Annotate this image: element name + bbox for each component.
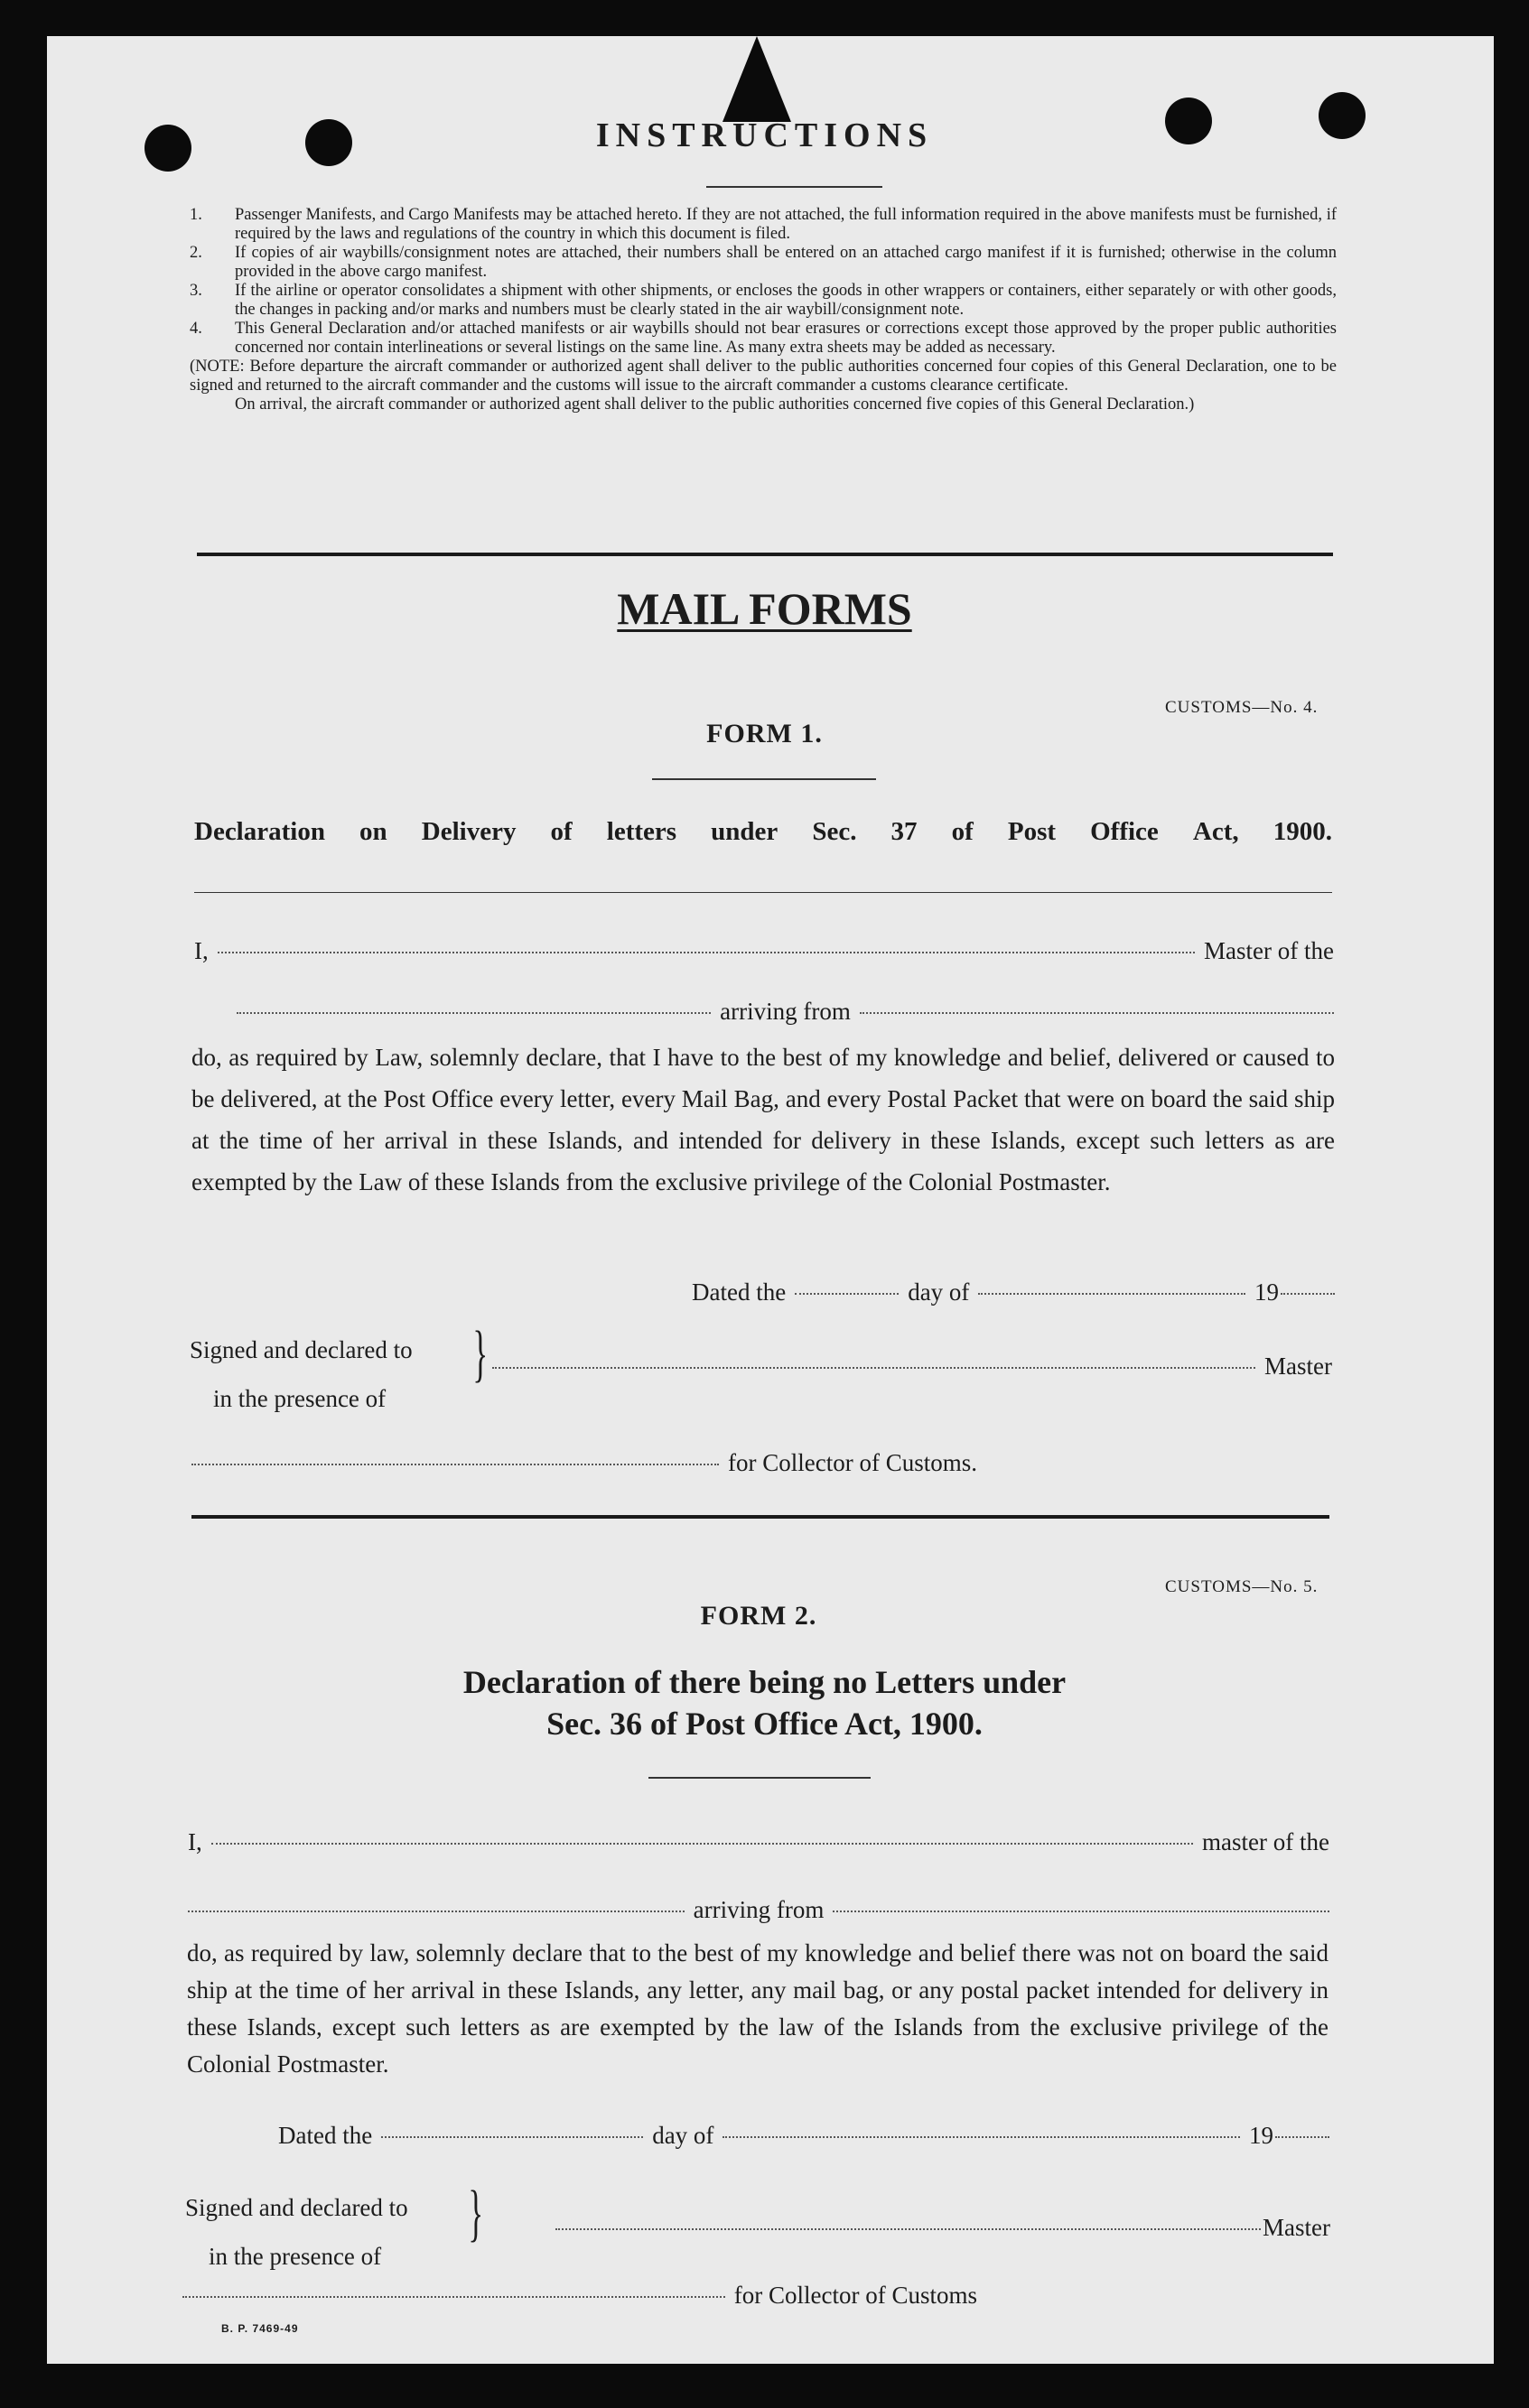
- form1-signed-label: Signed and declared to in the presence of: [190, 1336, 413, 1412]
- form1-title: FORM 1.: [706, 719, 823, 748]
- form1-day-field[interactable]: [795, 1293, 899, 1295]
- instruction-item: 2. If copies of air waybills/consignment notes are attached, their numbers shall be entered on an attached cargo manifest if it is furnished; otherwise in the column provided in the above cargo manifest.: [190, 244, 1337, 281]
- instructions-title: INSTRUCTIONS: [595, 116, 934, 154]
- form2-signed-label: Signed and declared to in the presence of: [185, 2194, 408, 2270]
- mail-forms-title: MAIL FORMS: [617, 583, 912, 634]
- instruction-note: (NOTE: Before departure the aircraft commander or authorized agent shall deliver to the public authorities concerned four copies of this General Declaration, one to be signed and returned to the aircraft commander and the customs will issue to the aircraft commander a customs clearance certificate.: [190, 358, 1337, 395]
- form2-ship-name-field[interactable]: [188, 1911, 685, 1912]
- form2-collector-line: for Collector of Customs: [182, 2282, 977, 2310]
- form1-month-field[interactable]: [978, 1293, 1245, 1295]
- form2-dated-line: Dated the day of 19: [278, 2122, 1329, 2150]
- form2-title: FORM 2.: [700, 1601, 817, 1631]
- instruction-item: 1. Passenger Manifests, and Cargo Manifests may be attached hereto. If they are not attached, the full information required in the above manifests must be furnished, if required by the laws and regulations of the country in which this document is filed.: [190, 206, 1337, 243]
- form1-customs-number: CUSTOMS—No. 4.: [1165, 698, 1319, 717]
- form2-body-text: do, as required by law, solemnly declare that to the best of my knowledge and belief there was not on board the said ship at the time of her arrival in these Islands, any letter, any mail bag, or any postal packet intended for delivery in these Islands, except such letters as are exempted by the law of the Islands from the exclusive privilege of the Colonial Postmaster.: [187, 1939, 1329, 2078]
- punch-notch: [723, 36, 791, 122]
- form2-month-field[interactable]: [723, 2136, 1240, 2138]
- form1-master-signature-line: Master: [492, 1353, 1332, 1381]
- form1-arriving-line: arriving from: [237, 998, 1334, 1026]
- form2-title-rule: [648, 1777, 871, 1779]
- form2-origin-field[interactable]: [833, 1911, 1329, 1912]
- form1-collector-line: for Collector of Customs.: [191, 1449, 977, 1477]
- form1-dated-line: Dated the day of 19: [692, 1278, 1335, 1306]
- form2-day-field[interactable]: [381, 2136, 643, 2138]
- form1-collector-field[interactable]: [191, 1464, 719, 1465]
- form1-master-line: I, Master of the: [194, 937, 1334, 964]
- title-underline: [706, 186, 882, 188]
- form2-arriving-line: arriving from: [188, 1896, 1329, 1924]
- form1-body-text: do, as required by Law, solemnly declare, that I have to the best of my knowledge and belief, delivered or caused to be delivered, at the Post Office every letter, every Mail Bag, and every Postal Packet that were on board the said ship at the time of her arrival in these Islands, and intended for delivery in these Islands, except such letters as are exempted by the Law of these Islands from the exclusive privilege of the Colonial Postmaster.: [191, 1044, 1335, 1195]
- form2-signature-field[interactable]: [555, 2228, 1261, 2230]
- instruction-note-arrival: On arrival, the aircraft commander or authorized agent shall deliver to the public authorities concerned five copies of this General Declaration.): [235, 395, 1195, 414]
- instructions-list: [190, 206, 1337, 414]
- form1-title-rule: [652, 778, 876, 780]
- section-divider: [197, 553, 1333, 556]
- form2-master-name-field[interactable]: [211, 1843, 1193, 1845]
- form2-brace: }: [468, 2179, 484, 2248]
- form2-master-line: I, master of the: [188, 1828, 1329, 1855]
- form2-year-field[interactable]: [1275, 2136, 1329, 2138]
- form1-master-name-field[interactable]: [218, 952, 1195, 953]
- form1-declaration-heading: Declaration on Delivery of letters under Sec. 37 of Post Office Act, 1900.: [194, 817, 1332, 846]
- form2-declaration-heading: Declaration of there being no Letters under Sec. 36 of Post Office Act, 1900.: [462, 1664, 1067, 1742]
- form1-ship-name-field[interactable]: [237, 1012, 711, 1014]
- form1-year-field[interactable]: [1281, 1293, 1335, 1295]
- form2-master-signature-line: Master: [555, 2214, 1330, 2242]
- form1-origin-field[interactable]: [860, 1012, 1334, 1014]
- form2-customs-number: CUSTOMS—No. 5.: [1165, 1577, 1319, 1596]
- form2-collector-field[interactable]: [182, 2296, 725, 2298]
- form1-signature-field[interactable]: [492, 1367, 1255, 1369]
- printer-code: B. P. 7469-49: [221, 2322, 299, 2335]
- instruction-item: 3. If the airline or operator consolidates a shipment with other shipments, or encloses the goods in other wrappers or containers, either separately or with other goods, the changes in packing and/or marks and numbers must be clearly stated in the air waybill/consignment note.: [190, 282, 1337, 319]
- form1-heading-rule: [194, 892, 1332, 893]
- section-divider: [191, 1515, 1329, 1519]
- instruction-item: 4. This General Declaration and/or attached manifests or air waybills should not bear erasures or corrections except those approved by the proper public authorities concerned nor contain interlineations or several listings on the same line. As many extra sheets may be added as necessary.: [190, 320, 1337, 357]
- form1-brace: }: [472, 1319, 489, 1389]
